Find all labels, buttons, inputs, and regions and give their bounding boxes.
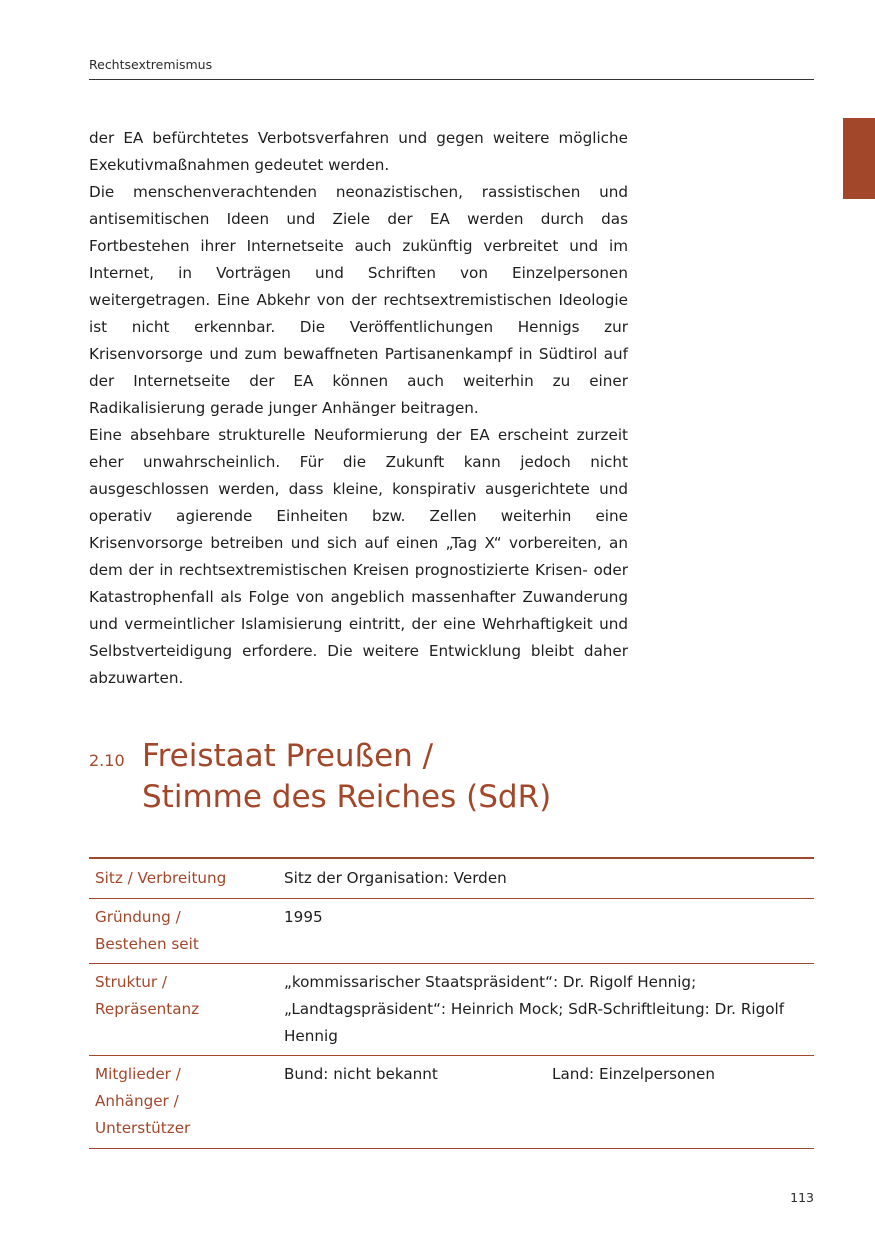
label-line: Gründung /: [95, 908, 181, 926]
label-line: Mitglieder /: [95, 1065, 181, 1083]
paragraph-1: der EA befürchtetes Verbotsverfahren und gegen weitere mögliche Exekutivmaßnahmen gedeutet werden.: [89, 129, 628, 174]
running-header: Rechtsextremismus: [89, 57, 213, 72]
section-title: [142, 736, 742, 818]
section-title-line-2: Stimme des Reiches (SdR): [142, 779, 552, 815]
table-row: [89, 1056, 814, 1149]
row-label: Sitz / Verbreitung: [95, 869, 227, 887]
row-label: [89, 1056, 284, 1149]
row-label: [89, 899, 284, 964]
paragraph-3: Eine absehbare strukturelle Neuformierung der EA erscheint zurzeit eher unwahrscheinlich. Für die Zukunft kann jedoch nicht ausgeschlossen werden, dass kleine, konspirativ ausgerichtete und operativ agierende Einheiten bzw. Zellen weiterhin eine Krisenvorsorge betreiben und sich auf einen „Tag X“ vorbereiten, an dem der in rechtsextremistischen Kreisen prognostizierte Krisen- oder Katastrophenfall als Folge von angeblich massenhafter Zuwanderung und vermeintlicher Islamisierung eintritt, der eine Wehrhaftigkeit und Selbstverteidigung erfordere. Die weitere Entwicklung bleibt daher abzuwarten.: [89, 426, 628, 687]
label-line: Bestehen seit: [95, 935, 199, 953]
label-line: Repräsentanz: [95, 1000, 200, 1018]
row-value: [284, 1056, 814, 1149]
row-label: [89, 964, 284, 1056]
organization-profile-table: [89, 857, 814, 1149]
row-value: „kommissarischer Staatspräsident“: Dr. Rigolf Hennig; „Landtagspräsident“: Heinrich Mock; SdR-Schriftleitung: Dr. Rigolf Hennig: [284, 973, 785, 1045]
member-count-state: Land: Einzelpersonen: [552, 1065, 715, 1083]
member-count-federal: Bund: nicht bekannt: [284, 1065, 438, 1083]
row-value: Sitz der Organisation: Verden: [284, 869, 507, 887]
chapter-tab-marker: [843, 118, 875, 199]
table-row: [89, 964, 814, 1056]
table-row: [89, 858, 814, 899]
label-line: Anhänger /: [95, 1092, 179, 1110]
member-counts: [284, 1061, 810, 1088]
page-number: 113: [790, 1190, 814, 1205]
row-value: 1995: [284, 908, 323, 926]
header-divider: [89, 79, 814, 80]
label-line: Unterstützer: [95, 1119, 191, 1137]
label-line: Struktur /: [95, 973, 168, 991]
section-number: 2.10: [89, 751, 125, 770]
table-row: [89, 899, 814, 964]
body-text: [89, 125, 628, 692]
section-title-line-1: Freistaat Preußen /: [142, 738, 434, 774]
paragraph-2: Die menschenverachtenden neonazistischen, rassistischen und antisemitischen Ideen und Ziele der EA werden durch das Fortbestehen ihrer Internetseite auch zukünftig verbreitet und im Internet, in Vorträgen und Schriften von Einzelpersonen weitergetragen. Eine Abkehr von der rechtsextremistischen Ideologie ist nicht erkennbar. Die Veröffentlichungen Hennigs zur Krisenvorsorge und zum bewaffneten Partisanenkampf in Südtirol auf der Internetseite der EA können auch weiterhin zu einer Radikalisierung gerade junger Anhänger beitragen.: [89, 183, 628, 417]
